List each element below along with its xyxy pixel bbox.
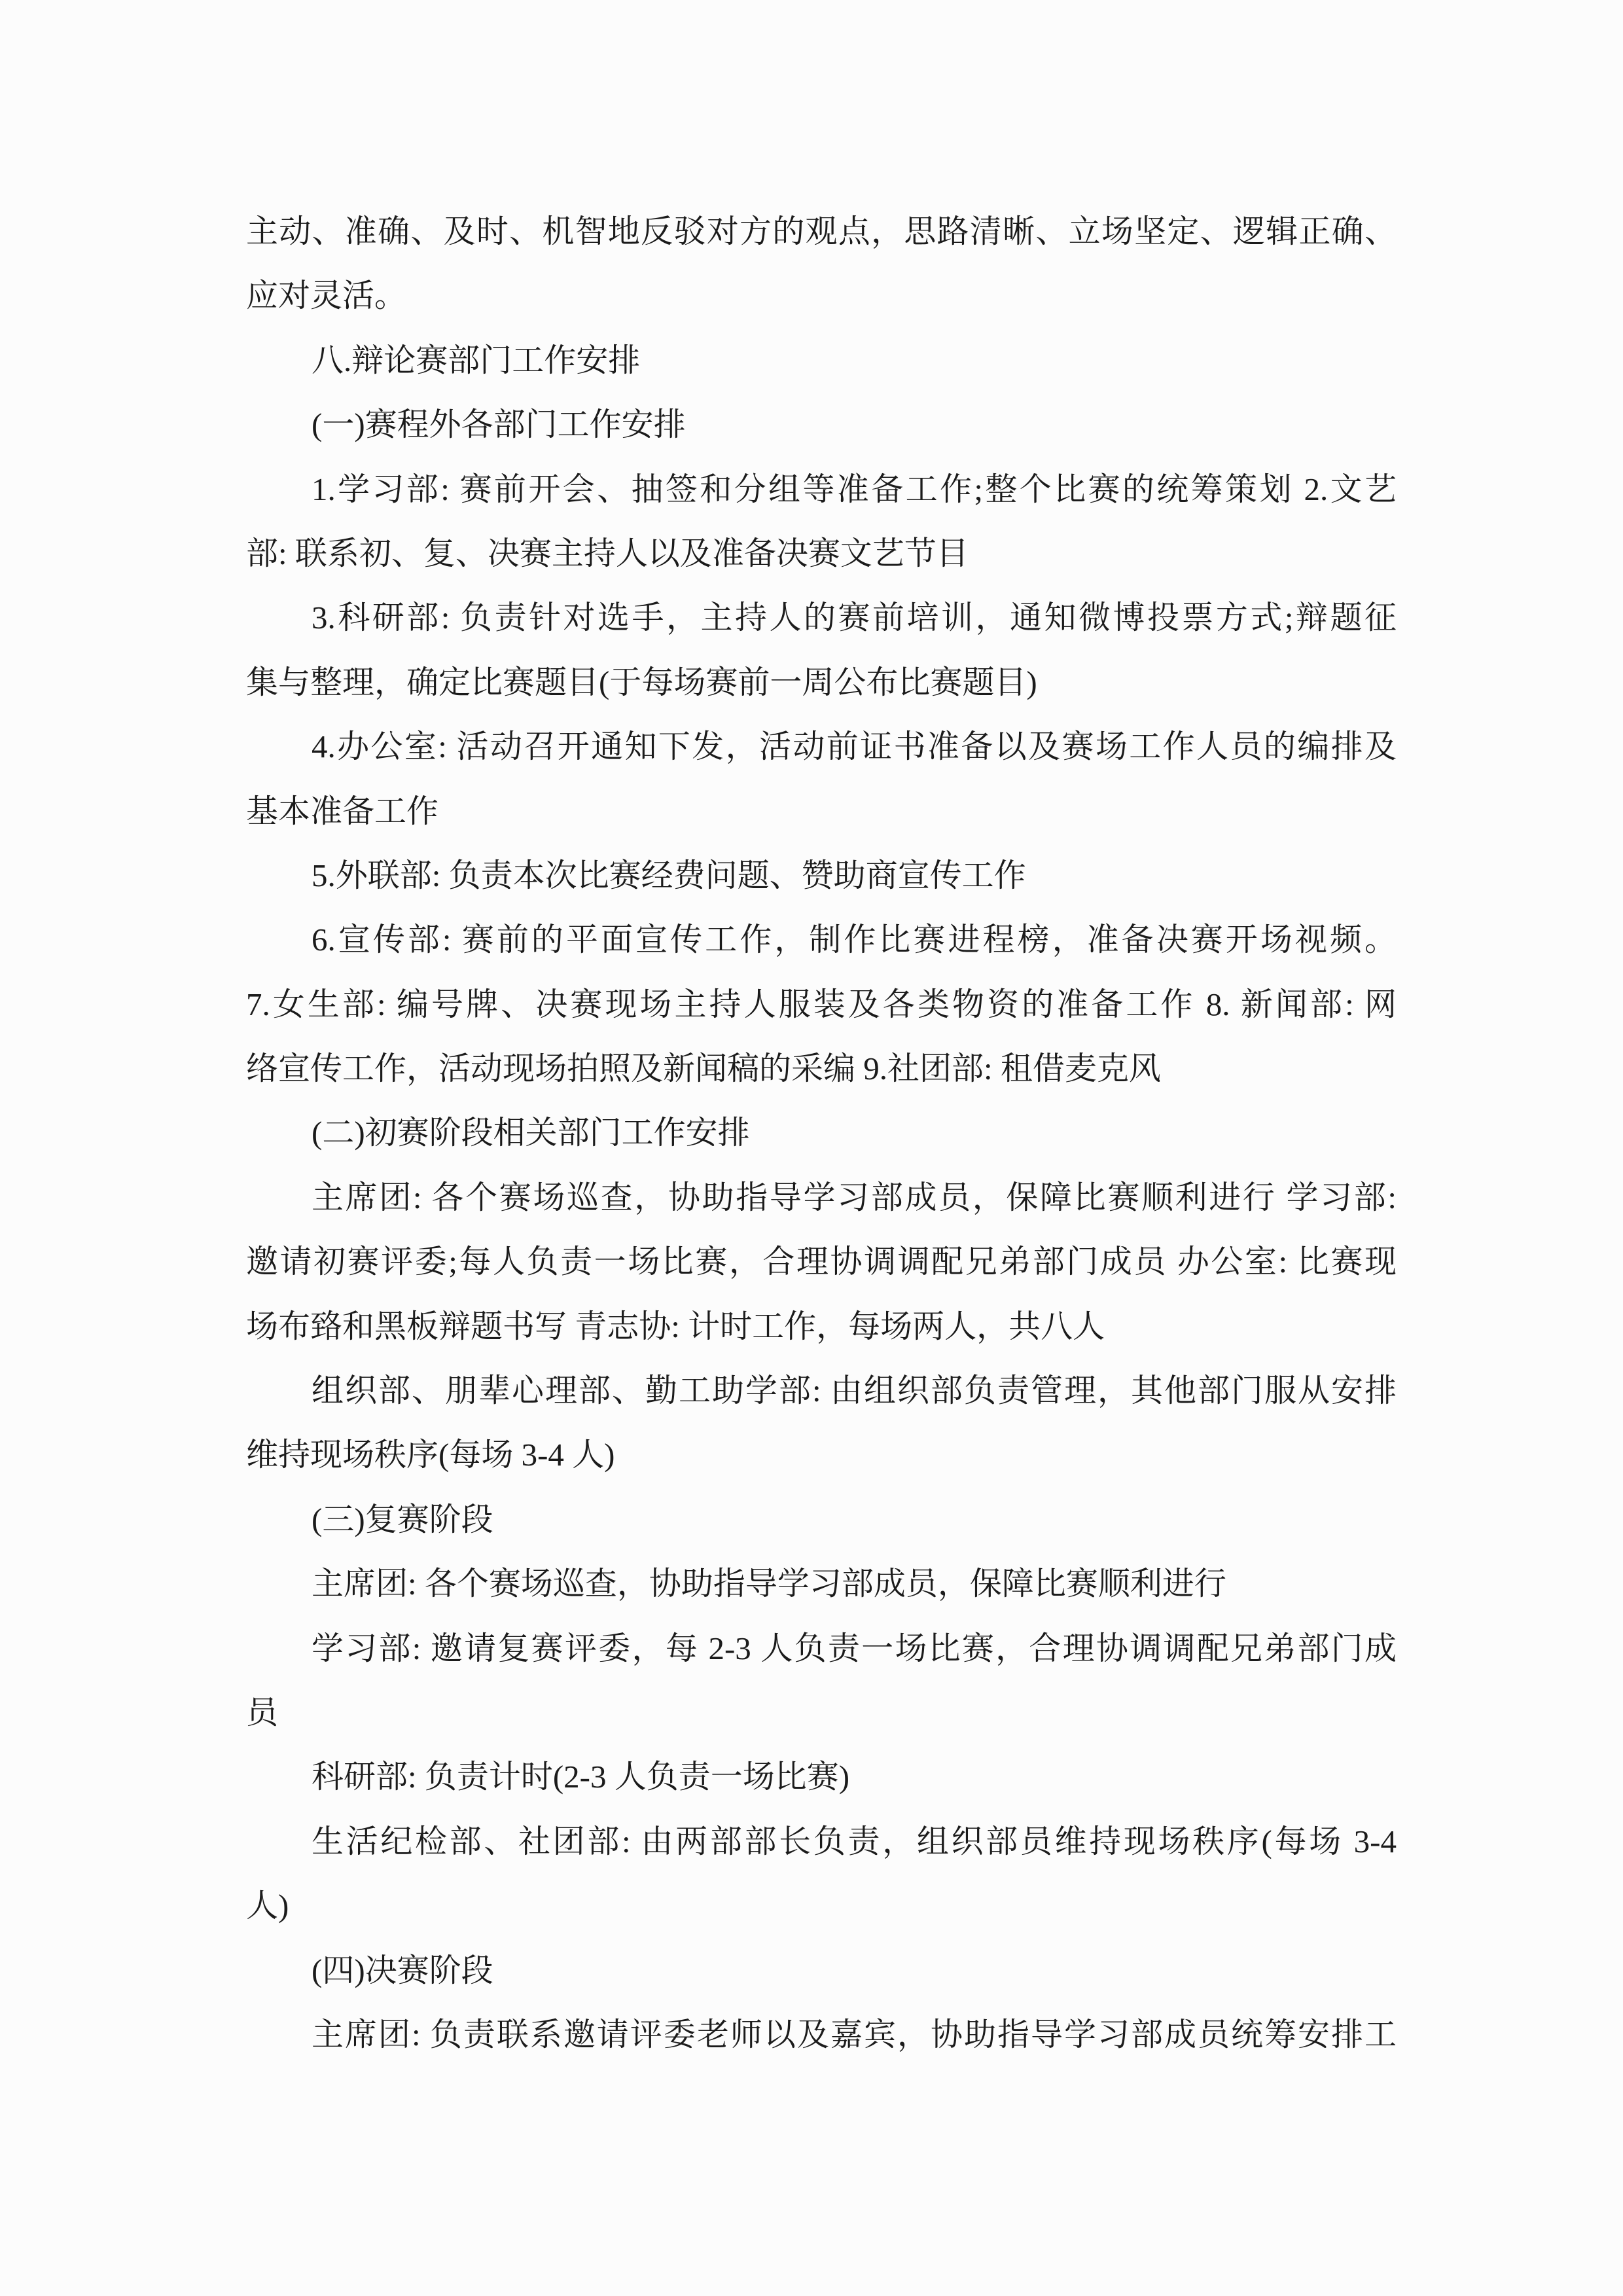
text-line: 学习部: 邀请复赛评委，每 2-3 人负责一场比赛，合理协调调配兄弟部门成: [312, 1630, 1397, 1666]
text-line: 主席团: 负责联系邀请评委老师以及嘉宾，协助指导学习部成员统筹安排工: [312, 2016, 1397, 2053]
text-line: 场布臵和黑板辩题书写 青志协: 计时工作，每场两人，共八人: [246, 1308, 1105, 1344]
text-line: 络宣传工作，活动现场拍照及新闻稿的采编 9.社团部: 租借麦克风: [246, 1050, 1161, 1087]
text-line: 6.宣传部: 赛前的平面宣传工作，制作比赛进程榜，准备决赛开场视频。: [312, 922, 1397, 958]
text-line: 7.女生部: 编号牌、决赛现场主持人服装及各类物资的准备工作 8. 新闻部: 网: [246, 986, 1397, 1022]
document-text-block: [246, 200, 1397, 2067]
text-line: 八.辩论赛部门工作安排: [312, 342, 641, 378]
text-line: (三)复赛阶段: [312, 1501, 493, 1537]
text-line: (四)决赛阶段: [312, 1952, 493, 1988]
text-line: 3.科研部: 负责针对选手，主持人的赛前培训，通知微博投票方式;辩题征: [312, 600, 1397, 636]
text-line: 应对灵活。: [246, 278, 407, 314]
text-line: 5.外联部: 负责本次比赛经费问题、赞助商宣传工作: [312, 857, 1026, 893]
text-line: 维持现场秩序(每场 3-4 人): [246, 1437, 615, 1473]
text-line: 科研部: 负责计时(2-3 人负责一场比赛): [312, 1759, 850, 1795]
text-line: 基本准备工作: [246, 793, 439, 829]
text-line: (一)赛程外各部门工作安排: [312, 406, 686, 443]
text-line: 4.办公室: 活动召开通知下发，活动前证书准备以及赛场工作人员的编排及: [312, 728, 1397, 765]
text-line: 主席团: 各个赛场巡查，协助指导学习部成员，保障比赛顺利进行 学习部:: [312, 1179, 1397, 1215]
text-line: 邀请初赛评委;每人负责一场比赛，合理协调调配兄弟部门成员 办公室: 比赛现: [246, 1244, 1397, 1280]
text-line: 生活纪检部、社团部: 由两部部长负责，组织部员维持现场秩序(每场 3-4: [312, 1823, 1397, 1859]
text-line: 人): [246, 1888, 289, 1924]
text-line: 主动、准确、及时、机智地反驳对方的观点，思路清晰、立场坚定、逻辑正确、: [246, 213, 1397, 249]
text-line: 员: [246, 1694, 279, 1731]
text-line: 主席团: 各个赛场巡查，协助指导学习部成员，保障比赛顺利进行: [312, 1566, 1226, 1602]
text-line: 部: 联系初、复、决赛主持人以及准备决赛文艺节目: [246, 535, 969, 571]
text-line: 组织部、朋辈心理部、勤工助学部: 由组织部负责管理，其他部门服从安排: [312, 1372, 1397, 1409]
text-line: 1.学习部: 赛前开会、抽签和分组等准备工作;整个比赛的统筹策划 2.文艺: [312, 471, 1397, 507]
text-line: 集与整理，确定比赛题目(于每场赛前一周公布比赛题目): [246, 664, 1037, 700]
text-line: (二)初赛阶段相关部门工作安排: [312, 1115, 750, 1151]
